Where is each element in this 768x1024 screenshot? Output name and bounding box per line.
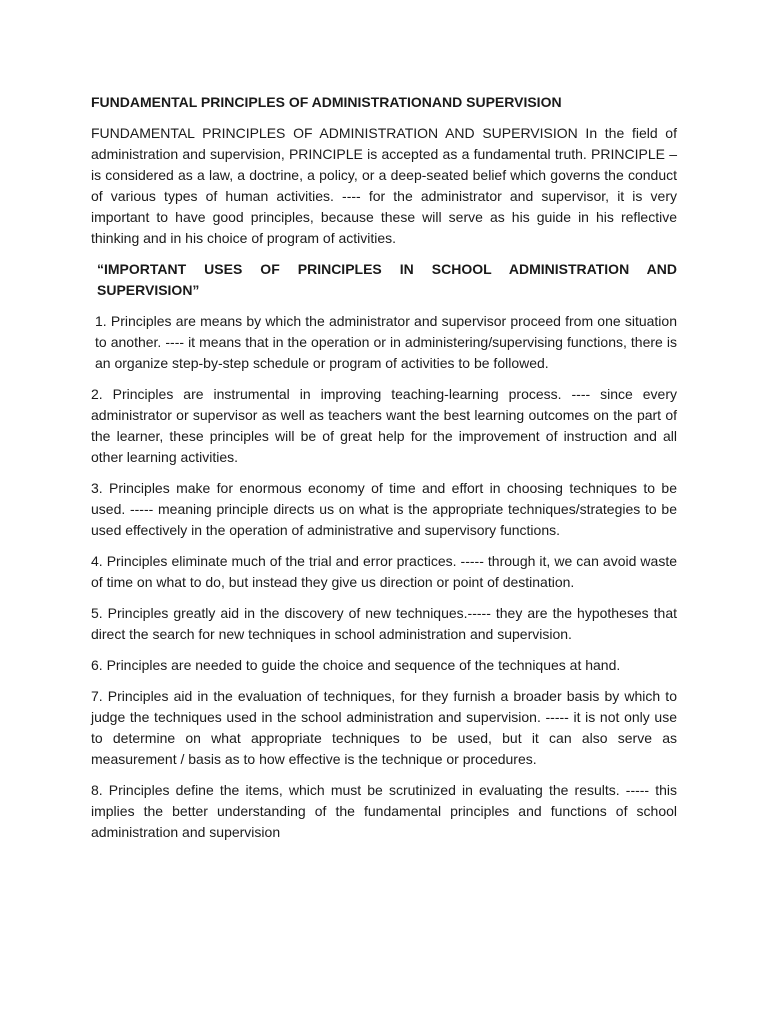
document-page	[91, 92, 677, 853]
principle-item-3: 3. Principles make for enormous economy of time and effort in choosing techniques to be used. ----- meaning principle directs us on what is the appropriate techniques/strategies to be used effectively in the operation of administrative and supervisory functions.	[91, 480, 677, 538]
intro-paragraph: FUNDAMENTAL PRINCIPLES OF ADMINISTRATION AND SUPERVISION In the field of administration and supervision, PRINCIPLE is accepted as a fundamental truth. PRINCIPLE – is considered as a law, a doctrine, a policy, or a deep-seated belief which governs the conduct of various types of human activities. ---- for the administrator and supervisor, it is very important to have good principles, because these will serve as his guide in his reflective thinking and in his choice of program of activities.	[91, 125, 677, 246]
principle-item-8: 8. Principles define the items, which must be scrutinized in evaluating the results. ----- this implies the better understanding of the fundamental principles and functions of school administration and supervision	[91, 782, 677, 840]
principle-item-7: 7. Principles aid in the evaluation of techniques, for they furnish a broader basis by which to judge the techniques used in the school administration and supervision. ----- it is not only use to determine on what appropriate techniques to be used, but it can also serve as measurement / basis as to how effective is the technique or procedures.	[91, 688, 677, 767]
principle-item-2: 2. Principles are instrumental in improving teaching-learning process. ---- since every administrator or supervisor as well as teachers want the best learning outcomes on the part of the learner, these principles will be of great help for the improvement of instruction and all other learning activities.	[91, 386, 677, 465]
section-heading: “IMPORTANT USES OF PRINCIPLES IN SCHOOL ADMINISTRATION AND SUPERVISION”	[97, 261, 677, 298]
principle-item-4: 4. Principles eliminate much of the trial and error practices. ----- through it, we can avoid waste of time on what to do, but instead they give us direction or point of destination.	[91, 553, 677, 590]
document-title: FUNDAMENTAL PRINCIPLES OF ADMINISTRATIONAND SUPERVISION	[91, 94, 562, 110]
principle-item-5: 5. Principles greatly aid in the discovery of new techniques.----- they are the hypotheses that direct the search for new techniques in school administration and supervision.	[91, 605, 677, 642]
principle-item-6: 6. Principles are needed to guide the choice and sequence of the techniques at hand.	[91, 657, 621, 673]
principle-item-1: 1. Principles are means by which the administrator and supervisor proceed from one situation to another. ---- it means that in the operation or in administering/supervising functions, there is an organize step-by-step schedule or program of activities to be followed.	[95, 313, 677, 371]
